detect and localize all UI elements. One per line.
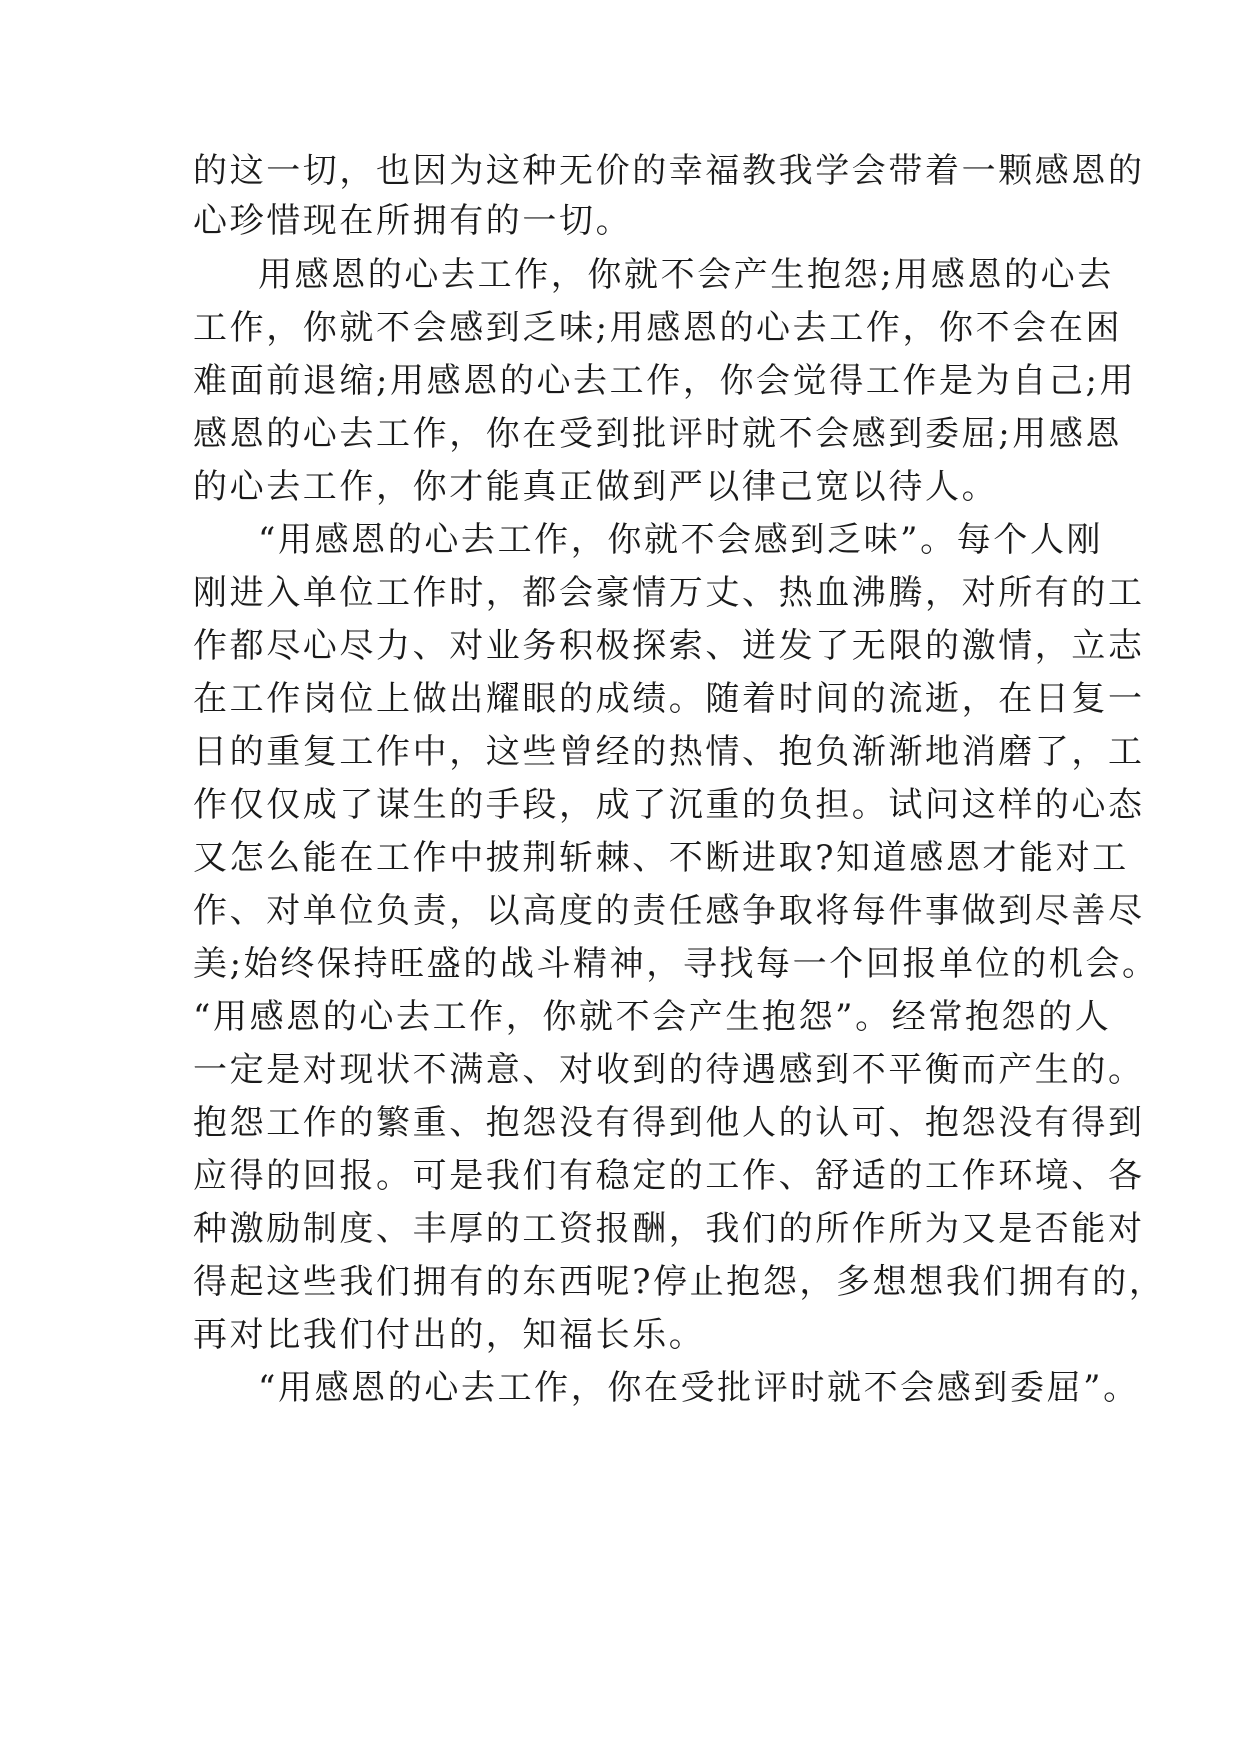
- text-line: 应得的回报。可是我们有稳定的工作、舒适的工作环境、各: [193, 1156, 1145, 1196]
- text-line: 作仅仅成了谋生的手段，成了沉重的负担。试问这样的心态: [193, 785, 1145, 825]
- text-line: 抱怨工作的繁重、抱怨没有得到他人的认可、抱怨没有得到: [193, 1103, 1145, 1143]
- text-line: 用感恩的心去工作，你就不会产生抱怨;用感恩的心去: [258, 255, 1114, 295]
- text-line: 的这一切，也因为这种无价的幸福教我学会带着一颗感恩的: [193, 151, 1145, 191]
- text-line: 心珍惜现在所拥有的一切。: [193, 201, 633, 241]
- text-line: 又怎么能在工作中披荆斩棘、不断进取?知道感恩才能对工: [193, 838, 1129, 878]
- text-line: “用感恩的心去工作，你在受批评时就不会感到委屈”。: [258, 1368, 1140, 1408]
- text-line: “用感恩的心去工作，你就不会感到乏味”。每个人刚: [258, 520, 1104, 560]
- text-line: 难面前退缩;用感恩的心去工作，你会觉得工作是为自己;用: [193, 361, 1137, 401]
- text-line: 得起这些我们拥有的东西呢?停止抱怨，多想想我们拥有的，: [193, 1262, 1166, 1302]
- text-line: 日的重复工作中，这些曾经的热情、抱负渐渐地消磨了，工: [193, 732, 1145, 772]
- text-line: 再对比我们付出的，知福长乐。: [193, 1315, 706, 1355]
- text-line: 感恩的心去工作，你在受到批评时就不会感到委屈;用感恩: [193, 414, 1123, 454]
- text-line: 一定是对现状不满意、对收到的待遇感到不平衡而产生的。: [193, 1050, 1145, 1090]
- text-line: 的心去工作，你才能真正做到严以律己宽以待人。: [193, 467, 999, 507]
- text-line: “用感恩的心去工作，你就不会产生抱怨”。经常抱怨的人: [193, 997, 1112, 1037]
- text-line: 种激励制度、丰厚的工资报酬，我们的所作所为又是否能对: [193, 1209, 1145, 1249]
- text-line: 作、对单位负责，以高度的责任感争取将每件事做到尽善尽: [193, 891, 1145, 931]
- text-line: 工作，你就不会感到乏味;用感恩的心去工作，你不会在困: [193, 308, 1123, 348]
- text-line: 作都尽心尽力、对业务积极探索、迸发了无限的激情，立志: [193, 626, 1145, 666]
- text-line: 在工作岗位上做出耀眼的成绩。随着时间的流逝，在日复一: [193, 679, 1145, 719]
- text-line: 刚进入单位工作时，都会豪情万丈、热血沸腾，对所有的工: [193, 573, 1145, 613]
- text-line: 美;始终保持旺盛的战斗精神，寻找每一个回报单位的机会。: [193, 944, 1159, 984]
